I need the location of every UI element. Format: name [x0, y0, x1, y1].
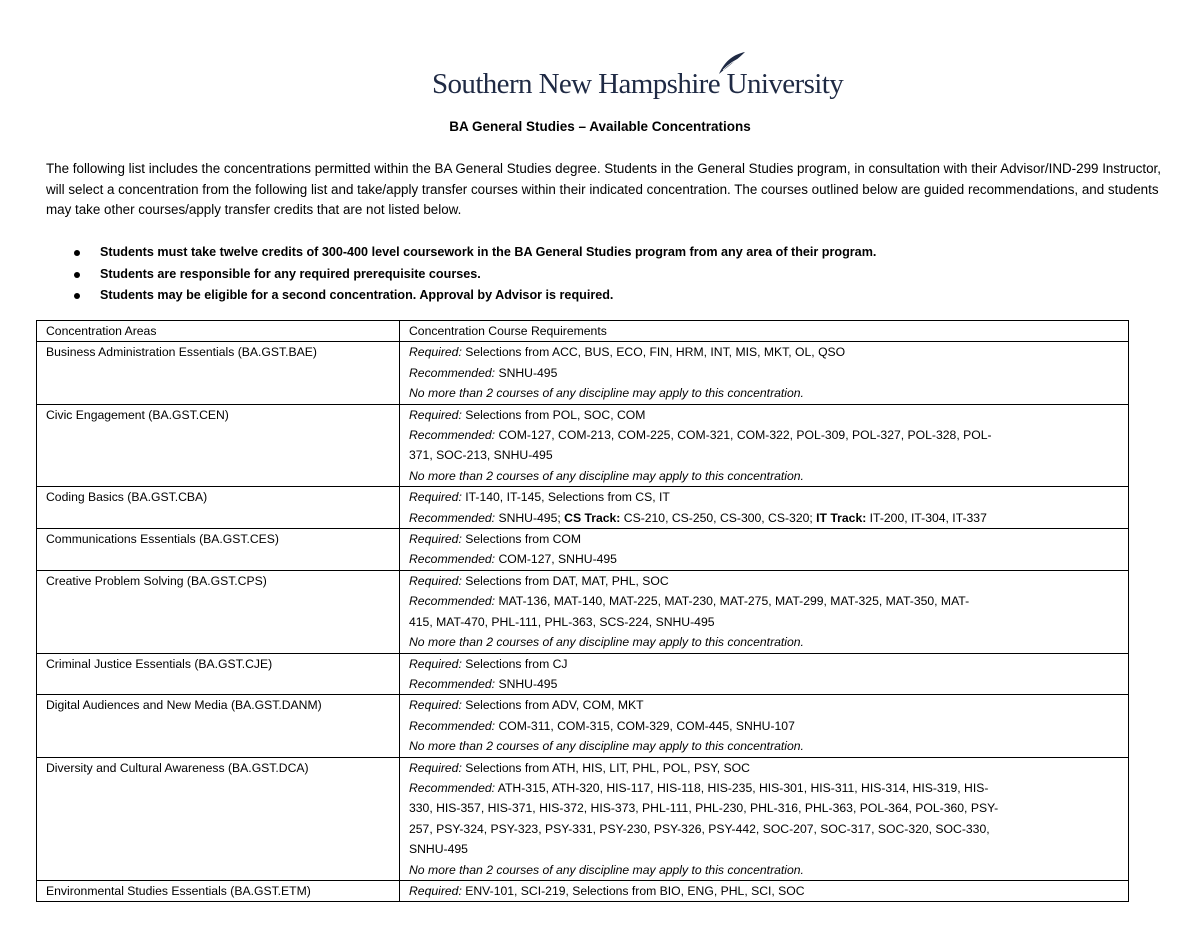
table-row — [37, 880, 1129, 901]
table-row — [37, 757, 1129, 880]
list-item: Students must take twelve credits of 300-400 level coursework in the BA General Studies program from any area of their program. — [46, 242, 1156, 264]
header-course-requirements: Concentration Course Requirements — [400, 321, 1129, 342]
course-requirements: Required: IT-140, IT-145, Selections from CS, IT Recommended: SNHU-495; CS Track: CS-210, CS-250, CS-300, CS-320; IT Track: IT-200, IT-304, IT-337 — [400, 487, 1129, 529]
intro-paragraph: The following list includes the concentrations permitted within the BA General Studies degree. Students in the General Studies program, in consultation with their Advisor/IND-299 Instructor, will select a concentration from the following list and take/apply transfer courses within their indicated concentration. The courses outlined below are guided recommendations, and students may take other courses/apply transfer credits that are not listed below. — [46, 161, 1161, 217]
concentration-area: Environmental Studies Essentials (BA.GST.ETM) — [37, 880, 400, 901]
bullet-icon — [74, 293, 80, 299]
course-requirements: Required: ENV-101, SCI-219, Selections from BIO, ENG, PHL, SCI, SOC — [400, 880, 1129, 901]
table-header-row — [37, 321, 1129, 342]
concentration-area: Communications Essentials (BA.GST.CES) — [37, 529, 400, 571]
concentration-area: Digital Audiences and New Media (BA.GST.DANM) — [37, 695, 400, 757]
course-requirements: Required: Selections from ATH, HIS, LIT, PHL, POL, PSY, SOC Recommended: ATH-315, ATH-320, HIS-117, HIS-118, HIS-235, HIS-301, HIS-311, HIS-314, HIS-319, HIS- 330, HIS-357, HIS-371, HIS-372, HIS-373, PHL-111, PHL-230, PHL-316, PHL-363, POL-364, POL-360, PSY- 257, PSY-324, PSY-323, PSY-331, PSY-230, PSY-326, PSY-442, SOC-207, SOC-317, SOC-320, SOC-330, SNHU-495 No more than 2 courses of any discipline may apply to this concentration. — [400, 757, 1129, 880]
table-row — [37, 653, 1129, 695]
concentration-area: Creative Problem Solving (BA.GST.CPS) — [37, 570, 400, 653]
concentration-area: Business Administration Essentials (BA.GST.BAE) — [37, 342, 400, 404]
course-requirements: Required: Selections from CJ Recommended: SNHU-495 — [400, 653, 1129, 695]
leaf-icon — [715, 50, 747, 76]
course-requirements: Required: Selections from POL, SOC, COM Recommended: COM-127, COM-213, COM-225, COM-321, COM-322, POL-309, POL-327, POL-328, POL- 371, SOC-213, SNHU-495 No more than 2 courses of any discipline may apply to this concentration. — [400, 404, 1129, 487]
bullet-icon — [74, 272, 80, 278]
table-row — [37, 695, 1129, 757]
document-title: BA General Studies – Available Concentrations — [449, 119, 751, 134]
bullet-icon — [74, 250, 80, 256]
concentration-area: Diversity and Cultural Awareness (BA.GST.DCA) — [37, 757, 400, 880]
concentration-area: Coding Basics (BA.GST.CBA) — [37, 487, 400, 529]
list-item: Students are responsible for any required prerequisite courses. — [46, 264, 1156, 286]
requirements-list — [46, 242, 1156, 307]
table-row — [37, 487, 1129, 529]
concentrations-table — [36, 320, 1129, 902]
table-row — [37, 404, 1129, 487]
table-row — [37, 529, 1129, 571]
table-row — [37, 342, 1129, 404]
university-logo — [432, 50, 844, 110]
course-requirements: Required: Selections from DAT, MAT, PHL, SOC Recommended: MAT-136, MAT-140, MAT-225, MAT-230, MAT-275, MAT-299, MAT-325, MAT-350, MAT- 415, MAT-470, PHL-111, PHL-363, SCS-224, SNHU-495 No more than 2 courses of any discipline may apply to this concentration. — [400, 570, 1129, 653]
course-requirements: Required: Selections from ACC, BUS, ECO, FIN, HRM, INT, MIS, MKT, OL, QSO Recommended: SNHU-495 No more than 2 courses of any discipline may apply to this concentration. — [400, 342, 1129, 404]
concentration-area: Criminal Justice Essentials (BA.GST.CJE) — [37, 653, 400, 695]
course-requirements: Required: Selections from ADV, COM, MKT Recommended: COM-311, COM-315, COM-329, COM-445, SNHU-107 No more than 2 courses of any discipline may apply to this concentration. — [400, 695, 1129, 757]
concentration-area: Civic Engagement (BA.GST.CEN) — [37, 404, 400, 487]
table-row — [37, 570, 1129, 653]
course-requirements: Required: Selections from COM Recommended: COM-127, SNHU-495 — [400, 529, 1129, 571]
list-item: Students may be eligible for a second concentration. Approval by Advisor is required. — [46, 285, 1156, 307]
header-concentration-areas: Concentration Areas — [37, 321, 400, 342]
university-name: Southern New Hampshire University — [432, 68, 844, 100]
